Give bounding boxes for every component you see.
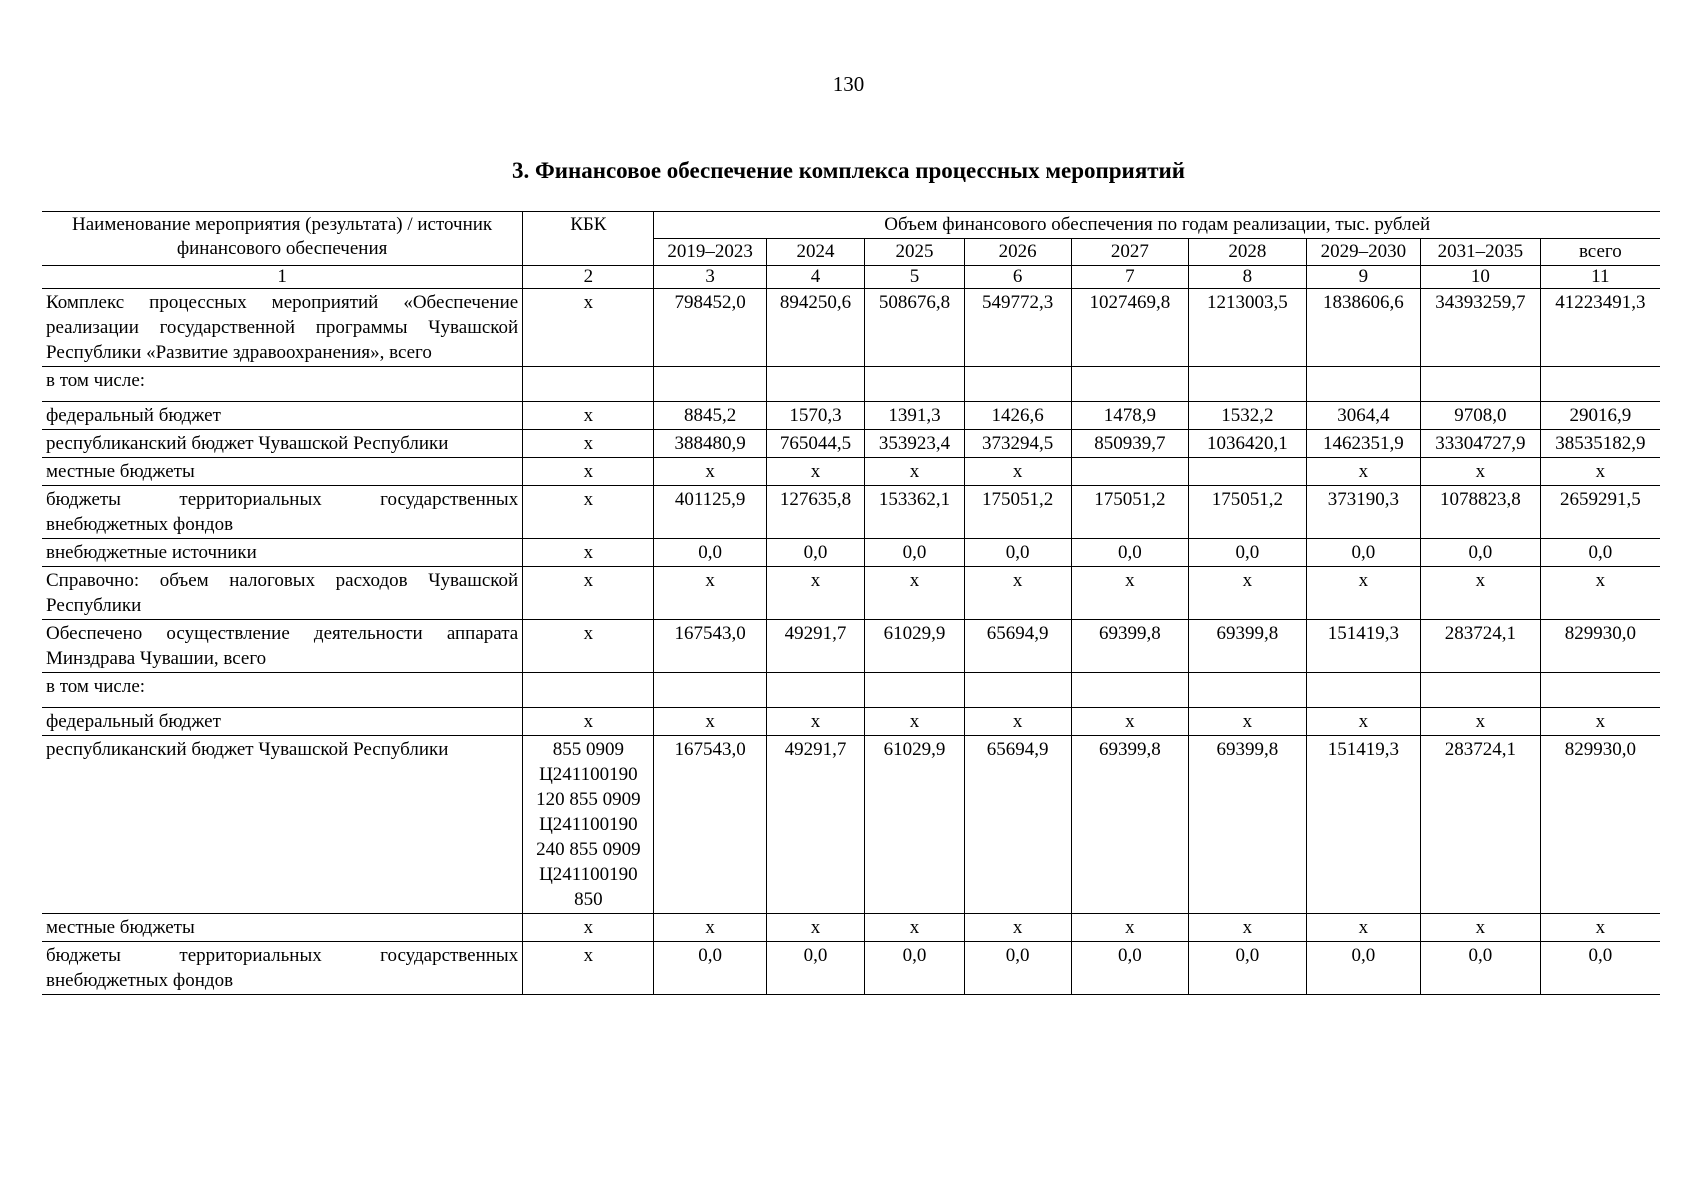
row-value [654, 673, 766, 708]
row-value: х [865, 708, 965, 736]
table-row [42, 289, 1660, 367]
row-name: республиканский бюджет Чувашской Республики [42, 736, 523, 914]
row-name: федеральный бюджет [42, 708, 523, 736]
row-value: 1478,9 [1071, 402, 1189, 430]
column-number: 5 [865, 266, 965, 289]
row-value: 49291,7 [766, 736, 864, 914]
row-name: внебюджетные источники [42, 539, 523, 567]
table-header [42, 212, 1660, 289]
column-number: 10 [1421, 266, 1541, 289]
header-year: 2031–2035 [1421, 239, 1541, 266]
row-name: в том числе: [42, 673, 523, 708]
row-value [1306, 673, 1420, 708]
row-value: х [1071, 708, 1189, 736]
row-value: 69399,8 [1071, 736, 1189, 914]
row-value [1189, 673, 1307, 708]
row-value: 1570,3 [766, 402, 864, 430]
row-value: х [1306, 458, 1420, 486]
row-value [766, 673, 864, 708]
row-value: 0,0 [766, 942, 864, 995]
row-value: 29016,9 [1540, 402, 1660, 430]
row-value: 0,0 [1071, 942, 1189, 995]
row-value: 33304727,9 [1421, 430, 1541, 458]
row-value [654, 367, 766, 402]
row-value: 69399,8 [1189, 620, 1307, 673]
row-value: 1027469,8 [1071, 289, 1189, 367]
row-value: 175051,2 [964, 486, 1071, 539]
row-name: местные бюджеты [42, 458, 523, 486]
row-value: 153362,1 [865, 486, 965, 539]
row-value: 0,0 [1189, 539, 1307, 567]
row-kbk: х [523, 567, 654, 620]
row-value: 353923,4 [865, 430, 965, 458]
row-value: 0,0 [964, 942, 1071, 995]
table-row [42, 673, 1660, 708]
row-value [1421, 673, 1541, 708]
row-kbk [523, 673, 654, 708]
row-value: 829930,0 [1540, 736, 1660, 914]
row-value: 167543,0 [654, 620, 766, 673]
row-value: 829930,0 [1540, 620, 1660, 673]
row-value: 61029,9 [865, 736, 965, 914]
row-value: 127635,8 [766, 486, 864, 539]
page-number: 130 [832, 72, 865, 96]
row-value: 69399,8 [1071, 620, 1189, 673]
table-body [42, 289, 1660, 995]
row-value [964, 367, 1071, 402]
header-year: 2026 [964, 239, 1071, 266]
column-number: 11 [1540, 266, 1660, 289]
row-value: 0,0 [1306, 942, 1420, 995]
row-value: 373190,3 [1306, 486, 1420, 539]
row-value: 1426,6 [964, 402, 1071, 430]
row-name: местные бюджеты [42, 914, 523, 942]
row-value: х [1189, 914, 1307, 942]
header-total: всего [1540, 239, 1660, 266]
row-value: 401125,9 [654, 486, 766, 539]
row-value: 1078823,8 [1421, 486, 1541, 539]
row-name: федеральный бюджет [42, 402, 523, 430]
column-number: 8 [1189, 266, 1307, 289]
row-value [1421, 367, 1541, 402]
row-value: 175051,2 [1071, 486, 1189, 539]
row-value: 151419,3 [1306, 736, 1420, 914]
row-value: х [865, 458, 965, 486]
row-value: х [1071, 567, 1189, 620]
row-value: х [654, 567, 766, 620]
row-value: х [865, 567, 965, 620]
row-value: 894250,6 [766, 289, 864, 367]
row-name: Обеспечено осуществление деятельности аппарата Минздрава Чувашии, всего [42, 620, 523, 673]
table-row [42, 367, 1660, 402]
row-value: х [766, 567, 864, 620]
row-value: 373294,5 [964, 430, 1071, 458]
column-number: 3 [654, 266, 766, 289]
row-value: 175051,2 [1189, 486, 1307, 539]
row-value: 1391,3 [865, 402, 965, 430]
row-kbk: х [523, 430, 654, 458]
row-value: 0,0 [1306, 539, 1420, 567]
row-value: х [964, 914, 1071, 942]
row-value [1540, 367, 1660, 402]
row-value: 65694,9 [964, 736, 1071, 914]
row-value: 0,0 [865, 942, 965, 995]
row-kbk: х [523, 402, 654, 430]
row-name: республиканский бюджет Чувашской Республики [42, 430, 523, 458]
row-value: 1462351,9 [1306, 430, 1420, 458]
row-kbk: х [523, 708, 654, 736]
row-value: 0,0 [1421, 942, 1541, 995]
row-kbk: х [523, 539, 654, 567]
row-value: х [1421, 914, 1541, 942]
row-value: 167543,0 [654, 736, 766, 914]
row-value: 0,0 [865, 539, 965, 567]
row-value: 61029,9 [865, 620, 965, 673]
row-value: х [865, 914, 965, 942]
row-value: 0,0 [964, 539, 1071, 567]
table-row [42, 942, 1660, 995]
row-value: 283724,1 [1421, 736, 1541, 914]
row-value: 0,0 [1421, 539, 1541, 567]
column-number: 1 [42, 266, 523, 289]
row-value: 38535182,9 [1540, 430, 1660, 458]
row-value: 798452,0 [654, 289, 766, 367]
section-title: 3. Финансовое обеспечение комплекса процессных мероприятий [511, 158, 1186, 183]
row-value: х [766, 914, 864, 942]
table-row [42, 567, 1660, 620]
row-value: х [1306, 708, 1420, 736]
row-value: 3064,4 [1306, 402, 1420, 430]
financing-table [42, 211, 1660, 995]
row-value: 41223491,3 [1540, 289, 1660, 367]
row-value: х [654, 914, 766, 942]
column-number: 7 [1071, 266, 1189, 289]
row-value: х [1071, 914, 1189, 942]
row-value: 1838606,6 [1306, 289, 1420, 367]
row-value: х [1189, 567, 1307, 620]
row-value: 9708,0 [1421, 402, 1541, 430]
column-number: 2 [523, 266, 654, 289]
row-name: Справочно: объем налоговых расходов Чувашской Республики [42, 567, 523, 620]
header-year: 2025 [865, 239, 965, 266]
header-volume-caption: Объем финансового обеспечения по годам реализации, тыс. рублей [654, 212, 1660, 239]
row-value: 1532,2 [1189, 402, 1307, 430]
table-row [42, 402, 1660, 430]
row-value: 0,0 [654, 942, 766, 995]
row-name: бюджеты территориальных государственных внебюджетных фондов [42, 942, 523, 995]
row-kbk: х [523, 620, 654, 673]
row-kbk [523, 367, 654, 402]
row-value: х [1189, 708, 1307, 736]
header-year: 2024 [766, 239, 864, 266]
table-row [42, 620, 1660, 673]
row-value: 508676,8 [865, 289, 965, 367]
header-year: 2027 [1071, 239, 1189, 266]
row-value: 765044,5 [766, 430, 864, 458]
row-name: в том числе: [42, 367, 523, 402]
column-numbers-row [42, 266, 1660, 289]
row-value [1071, 367, 1189, 402]
row-value [1306, 367, 1420, 402]
row-value: 69399,8 [1189, 736, 1307, 914]
row-value: х [964, 567, 1071, 620]
table-row [42, 708, 1660, 736]
row-value: 549772,3 [964, 289, 1071, 367]
row-value: 34393259,7 [1421, 289, 1541, 367]
row-value: 0,0 [766, 539, 864, 567]
row-kbk: х [523, 486, 654, 539]
row-value [1071, 673, 1189, 708]
row-name: Комплекс процессных мероприятий «Обеспечение реализации государственной программы Чувашской Республики «Развитие здравоохранения», всего [42, 289, 523, 367]
row-value: 49291,7 [766, 620, 864, 673]
row-value: 8845,2 [654, 402, 766, 430]
table-row [42, 430, 1660, 458]
column-number: 6 [964, 266, 1071, 289]
row-kbk: 855 0909 Ц241100190 120 855 0909 Ц241100190 240 855 0909 Ц241100190 850 [523, 736, 654, 914]
row-value: 0,0 [1189, 942, 1307, 995]
column-number: 4 [766, 266, 864, 289]
row-value: х [1421, 458, 1541, 486]
row-value: 2659291,5 [1540, 486, 1660, 539]
row-value: 1036420,1 [1189, 430, 1307, 458]
table-row [42, 458, 1660, 486]
row-value: х [964, 458, 1071, 486]
row-value [766, 367, 864, 402]
table-row [42, 486, 1660, 539]
row-value: 283724,1 [1421, 620, 1541, 673]
row-value: 388480,9 [654, 430, 766, 458]
row-value: х [964, 708, 1071, 736]
row-value: 151419,3 [1306, 620, 1420, 673]
table-row [42, 914, 1660, 942]
row-kbk: х [523, 458, 654, 486]
header-year: 2019–2023 [654, 239, 766, 266]
row-value [1189, 367, 1307, 402]
table-row [42, 539, 1660, 567]
row-value: х [1540, 458, 1660, 486]
row-kbk: х [523, 289, 654, 367]
row-value: х [654, 708, 766, 736]
row-name: бюджеты территориальных государственных внебюджетных фондов [42, 486, 523, 539]
table-row [42, 736, 1660, 914]
row-value: 0,0 [1540, 942, 1660, 995]
row-kbk: х [523, 914, 654, 942]
header-year: 2028 [1189, 239, 1307, 266]
row-value: х [1306, 567, 1420, 620]
header-name-column: Наименование мероприятия (результата) / источник финансового обеспечения [42, 212, 523, 266]
row-value [1071, 458, 1189, 486]
row-value: 0,0 [654, 539, 766, 567]
row-value: 1213003,5 [1189, 289, 1307, 367]
row-value: х [1421, 708, 1541, 736]
header-year: 2029–2030 [1306, 239, 1420, 266]
row-value: х [654, 458, 766, 486]
row-value [865, 367, 965, 402]
row-value [865, 673, 965, 708]
row-value: х [766, 458, 864, 486]
row-value: х [1421, 567, 1541, 620]
row-kbk: х [523, 942, 654, 995]
row-value [1189, 458, 1307, 486]
row-value [964, 673, 1071, 708]
row-value: х [1540, 567, 1660, 620]
row-value: х [766, 708, 864, 736]
column-number: 9 [1306, 266, 1420, 289]
row-value: 0,0 [1540, 539, 1660, 567]
row-value: 0,0 [1071, 539, 1189, 567]
row-value [1540, 673, 1660, 708]
header-kbk-column: КБК [523, 212, 654, 266]
row-value: х [1540, 708, 1660, 736]
row-value: х [1540, 914, 1660, 942]
row-value: х [1306, 914, 1420, 942]
row-value: 65694,9 [964, 620, 1071, 673]
row-value: 850939,7 [1071, 430, 1189, 458]
